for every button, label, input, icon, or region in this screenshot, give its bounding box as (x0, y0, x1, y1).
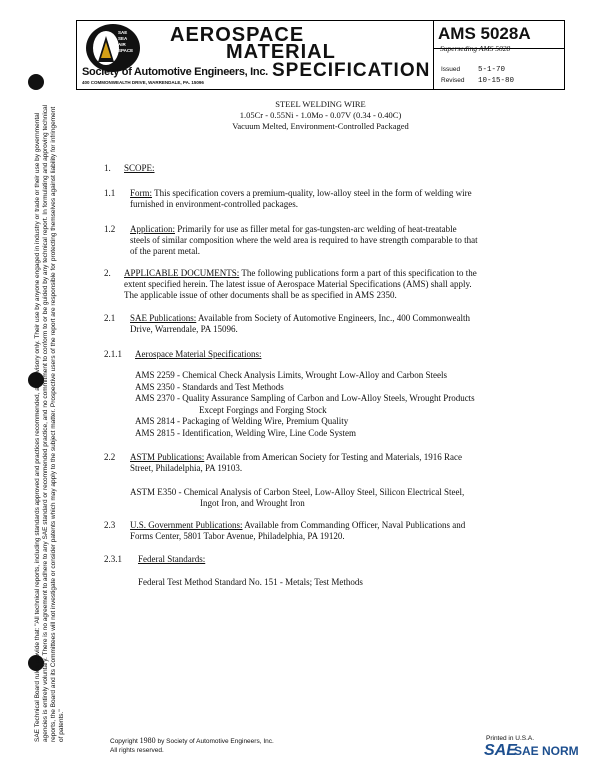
revised-date: 10-15-80 (478, 77, 515, 85)
section-2-1-cont: Drive, Warrendale, PA 15096. (130, 324, 238, 334)
section-1-2-text: Primarily for use as filler metal for gas-tungsten-arc welding of heat-treatable (175, 224, 457, 234)
federal-item: Federal Test Method Standard No. 151 - Metals; Test Methods (138, 577, 363, 587)
section-2-1-1-num: 2.1.1 (104, 349, 122, 359)
list-item: AMS 2814 - Packaging of Welding Wire, Premium Quality (135, 416, 349, 426)
copyright (110, 736, 274, 745)
copyright-prefix: Copyright (110, 738, 138, 745)
issued-label: Issued (441, 66, 461, 73)
astm-item-cont: Ingot Iron, and Wrought Iron (200, 498, 305, 508)
list-item-continuation: Except Forgings and Forging Stock (199, 404, 327, 415)
society-address: 400 COMMONWEALTH DRIVE, WARRENDALE, PA. 15096 (82, 80, 204, 85)
issued-date: 5-1-70 (478, 66, 506, 74)
doc-title-block (76, 99, 565, 132)
revised-label: Revised (441, 77, 465, 84)
section-1-2-heading: Application: (130, 224, 175, 234)
doc-composition: 1.05Cr - 0.55Ni - 1.0Mo - 0.07V (0.34 - 0.40C) (239, 110, 402, 120)
list-item: AMS 2350 - Standards and Test Methods (135, 381, 284, 392)
title-material: MATERIAL (226, 41, 336, 63)
section-2-1-num: 2.1 (104, 313, 116, 323)
section-1-1 (130, 188, 570, 200)
section-2-3-text: Available from Commanding Officer, Naval Publications and (242, 520, 466, 530)
list-item: AMS 2259 - Chemical Check Analysis Limits, Wrought Low-Alloy and Carbon Steels (135, 370, 447, 380)
section-2-3-heading: U.S. Government Publications: (130, 520, 243, 530)
copyright-year: 1980 (139, 736, 156, 745)
section-2-3-1-num: 2.3.1 (104, 554, 122, 564)
section-2-1 (130, 313, 570, 325)
sae-norm-watermark: SAE NORM (514, 744, 579, 758)
section-2-heading: APPLICABLE DOCUMENTS: (124, 268, 240, 278)
section-2-2 (130, 452, 570, 464)
section-1-2-cont-2: of the parent metal. (130, 246, 200, 256)
section-2 (124, 268, 570, 280)
section-2-1-1-heading: Aerospace Material Specifications: (135, 349, 262, 359)
section-2-3-cont: Forms Center, 5801 Tabor Avenue, Philadelphia, PA 19120. (130, 531, 345, 541)
logo-text: SAE SEA AIR SPACE (118, 30, 134, 53)
doc-title: STEEL WELDING WIRE (275, 99, 366, 109)
copyright-suffix: by Society of Automotive Engineers, Inc. (157, 738, 274, 745)
rights-reserved: All rights reserved. (110, 747, 164, 754)
section-2-cont-1: extent specified herein. The latest issue of Aerospace Material Specifications (AMS) shall apply. (124, 279, 472, 289)
section-1-1-heading: Form: (130, 188, 153, 198)
section-1-2-num: 1.2 (104, 224, 116, 234)
section-2-cont-2: The applicable issue of other documents shall be as specified in AMS 2350. (124, 290, 397, 300)
society-name: Society of Automotive Engineers, Inc. (82, 66, 268, 78)
doc-subtitle: Vacuum Melted, Environment-Controlled Packaged (232, 121, 409, 131)
sae-watermark-logo: SAE (484, 742, 517, 759)
list-item: AMS 2815 - Identification, Welding Wire, Line Code System (135, 427, 357, 438)
section-2-1-heading: SAE Publications: (130, 313, 197, 323)
margin-disclaimer: SAE Technical Board rules provide that: "All technical reports, including standards approved and practices recommended, are advisory only. Their use by anyone engaged in industry or trade or their use by governmental agencies is entirely voluntary. There is no agreement to adhere to any SAE standard or recommended practice, and no commitment to conform to or be guided by any technical report. In formulating and approving technical reports, the Board and its Committees will not investigate or consider patents which may apply to the subject matter. Prospective users of the report are responsible for protecting themselves against liability for infringement of patents." (34, 104, 65, 742)
title-specification: SPECIFICATION (272, 60, 431, 81)
section-1-2 (130, 224, 570, 236)
section-1-1-cont: furnished in environment-controlled packages. (130, 199, 298, 209)
section-2-3-1-heading: Federal Standards: (138, 554, 206, 564)
list-item: AMS 2370 - Quality Assurance Sampling of Carbon and Low-Alloy Steels, Wrought Products (135, 393, 475, 403)
section-1-heading: SCOPE: (124, 163, 155, 173)
ams-list (135, 370, 575, 439)
title-aerospace: AEROSPACE (170, 24, 305, 46)
section-1-2-cont-1: steels of similar composition where the weld area is required to have strength comparable to that (130, 235, 478, 245)
section-2-2-cont: Street, Philadelphia, PA 19103. (130, 463, 243, 473)
astm-item: ASTM E350 - Chemical Analysis of Carbon Steel, Low-Alloy Steel, Silicon Electrical Steel, (130, 487, 465, 497)
section-1-num: 1. (104, 163, 111, 173)
section-2-3 (130, 520, 570, 532)
section-2-2-num: 2.2 (104, 452, 116, 462)
superseding: Superseding AMS 5028 (440, 44, 511, 53)
spec-number: AMS 5028A (438, 24, 531, 43)
section-1-1-text: This specification covers a premium-quality, low-alloy steel in the form of welding wire (152, 188, 472, 198)
section-2-3-num: 2.3 (104, 520, 116, 530)
section-2-1-text: Available from Society of Automotive Engineers, Inc., 400 Commonwealth (196, 313, 471, 323)
section-2-2-heading: ASTM Publications: (130, 452, 205, 462)
section-2-2-text: Available from American Society for Testing and Materials, 1916 Race (204, 452, 462, 462)
printed-in: Printed in U.S.A. (486, 735, 535, 742)
binder-hole-top (28, 74, 44, 90)
section-1-1-num: 1.1 (104, 188, 116, 198)
section-2-text: The following publications form a part of this specification to the (239, 268, 477, 278)
section-2-num: 2. (104, 268, 111, 278)
